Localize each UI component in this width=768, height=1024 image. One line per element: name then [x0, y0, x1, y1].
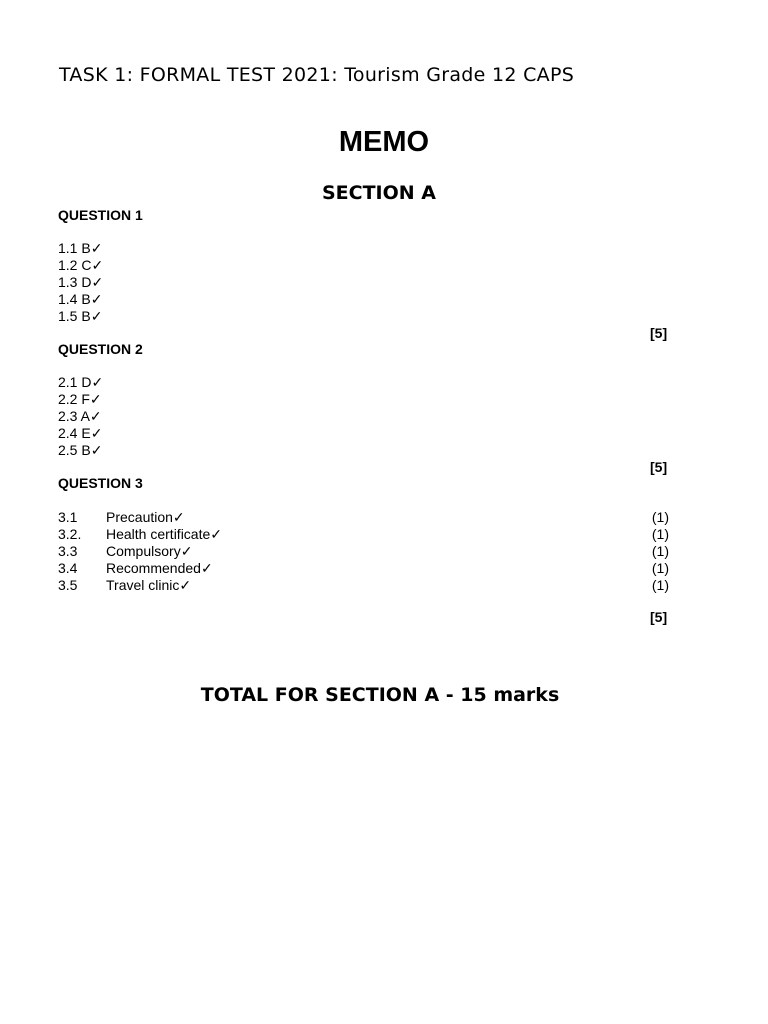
answer-2-5: 2.5 B✓: [58, 442, 103, 458]
answer-text: Recommended✓: [106, 560, 213, 576]
question-2-total: [5]: [650, 459, 668, 475]
answer-row-3-1: [58, 509, 670, 526]
answer-1-1: 1.1 B✓: [58, 240, 103, 256]
question-1-total: [5]: [650, 325, 668, 341]
answer-number: 3.5: [58, 577, 78, 593]
answer-1-3: 1.3 D✓: [58, 274, 104, 290]
answer-2-1: 2.1 D✓: [58, 374, 104, 390]
answer-mark: (1): [651, 526, 669, 542]
question-3-total: [5]: [650, 609, 668, 625]
question-2-answers: [58, 374, 103, 459]
answer-mark: (1): [651, 509, 669, 525]
answer-mark: (1): [651, 543, 669, 559]
answer-number: 3.4: [58, 560, 78, 576]
answer-1-2: 1.2 C✓: [58, 257, 104, 273]
answer-row-3-2: [58, 526, 670, 543]
answer-number: 3.3: [58, 543, 78, 559]
answer-row-3-3: [58, 543, 670, 560]
question-1-heading: QUESTION 1: [58, 207, 143, 223]
answer-text: Compulsory✓: [106, 543, 193, 559]
section-title: SECTION A: [321, 182, 436, 204]
answer-row-3-5: [58, 577, 670, 594]
task-title: TASK 1: FORMAL TEST 2021: Tourism Grade 12 CAPS: [59, 64, 575, 86]
answer-2-3: 2.3 A✓: [58, 408, 102, 424]
answer-2-4: 2.4 E✓: [58, 425, 103, 441]
question-3-heading: QUESTION 3: [58, 475, 143, 491]
memo-title: MEMO: [338, 126, 430, 158]
answer-mark: (1): [651, 577, 669, 593]
answer-1-5: 1.5 B✓: [58, 308, 103, 324]
question-2-heading: QUESTION 2: [58, 341, 143, 357]
section-a-total: TOTAL FOR SECTION A - 15 marks: [200, 684, 560, 706]
answer-mark: (1): [651, 560, 669, 576]
answer-text: Travel clinic✓: [106, 577, 192, 593]
question-3-answers: [58, 509, 670, 594]
answer-row-3-4: [58, 560, 670, 577]
answer-number: 3.1: [58, 509, 78, 525]
answer-1-4: 1.4 B✓: [58, 291, 103, 307]
question-1-answers: [58, 240, 103, 325]
answer-text: Health certificate✓: [106, 526, 222, 542]
answer-number: 3.2.: [58, 526, 82, 542]
answer-2-2: 2.2 F✓: [58, 391, 102, 407]
answer-text: Precaution✓: [106, 509, 185, 525]
